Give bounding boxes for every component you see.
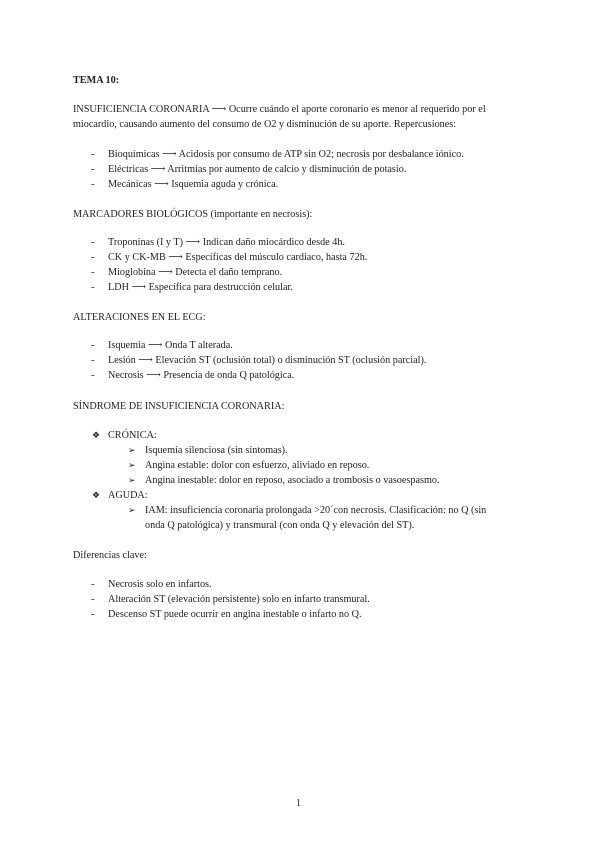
list-bullet: -: [91, 267, 95, 278]
list-item: Angina estable: dolor con esfuerzo, aliviado en reposo.: [145, 460, 370, 471]
list-item: Descenso ST puede ocurrir en angina inestable o infarto no Q.: [108, 609, 362, 620]
list-bullet: -: [91, 594, 95, 605]
list-item: Alteración ST (elevación persistente) solo en infarto transmural.: [108, 594, 370, 605]
list-bullet: -: [91, 282, 95, 293]
section-heading-sindrome: SÍNDROME DE INSUFICIENCIA CORONARIA:: [73, 401, 285, 412]
arrow-bullet-icon: ➢: [128, 460, 136, 470]
arrow-bullet-icon: ➢: [128, 475, 136, 485]
list-bullet: -: [91, 149, 95, 160]
list-bullet: -: [91, 340, 95, 351]
list-item: Mioglobina ⟶ Detecta el daño temprano.: [108, 267, 283, 278]
list-bullet: -: [91, 237, 95, 248]
subsection-label-cronica: CRÓNICA:: [108, 430, 157, 441]
list-item: Lesión ⟶ Elevación ST (oclusión total) o disminución ST (oclusión parcial).: [108, 355, 427, 366]
list-bullet: -: [91, 164, 95, 175]
list-item: Eléctricas ⟶ Arritmias por aumento de calcio y disminución de potasio.: [108, 164, 407, 175]
list-item: LDH ⟶ Específica para destrucción celular.: [108, 282, 293, 293]
list-item: Isquemia ⟶ Onda T alterada.: [108, 340, 233, 351]
diamond-bullet-icon: ❖: [92, 490, 101, 500]
section-heading-diferencias: Diferencias clave:: [73, 550, 147, 561]
intro-line-2: miocardio, causando aumento del consumo de O2 y disminución de su aporte. Repercusiones:: [73, 119, 457, 130]
section-heading-ecg: ALTERACIONES EN EL ECG:: [73, 312, 206, 323]
list-item: Troponinas (I y T) ⟶ Indican daño miocárdico desde 4h.: [108, 237, 345, 248]
intro-line-1: INSUFICIENCIA CORONARIA ⟶ Ocurre cuándo el aporte coronario es menor al requerido por el: [73, 104, 486, 115]
list-bullet: -: [91, 370, 95, 381]
list-item: Necrosis solo en infartos.: [108, 579, 212, 590]
page-number: 1: [296, 798, 301, 809]
page-title: TEMA 10:: [73, 75, 120, 86]
list-item-line-1: IAM: insuficiencia coronaria prolongada >20´con necrosis. Clasificación: no Q (sin: [145, 505, 487, 516]
list-item: Isquemia silenciosa (sin síntomas).: [145, 445, 288, 456]
list-item: Angina inestable: dolor en reposo, asociado a trombosis o vasoespasmo.: [145, 475, 440, 486]
arrow-bullet-icon: ➢: [128, 505, 136, 515]
list-bullet: -: [91, 252, 95, 263]
diamond-bullet-icon: ❖: [92, 430, 101, 440]
list-item: Bioquímicas ⟶ Acidosis por consumo de ATP sin O2; necrosis por desbalance iónico.: [108, 149, 464, 160]
list-item-line-2: onda Q patológica) y transmural (con onda Q y elevación del ST).: [145, 520, 415, 531]
list-bullet: -: [91, 179, 95, 190]
list-bullet: -: [91, 355, 95, 366]
list-item: CK y CK-MB ⟶ Específicas del músculo cardiaco, hasta 72h.: [108, 252, 368, 263]
section-heading-marcadores: MARCADORES BIOLÓGICOS (importante en necrosis):: [73, 209, 313, 220]
arrow-bullet-icon: ➢: [128, 445, 136, 455]
subsection-label-aguda: AGUDA:: [108, 490, 148, 501]
list-bullet: -: [91, 579, 95, 590]
list-bullet: -: [91, 609, 95, 620]
list-item: Necrosis ⟶ Presencia de onda Q patológica.: [108, 370, 295, 381]
list-item: Mecánicas ⟶ Isquemia aguda y crónica.: [108, 179, 279, 190]
